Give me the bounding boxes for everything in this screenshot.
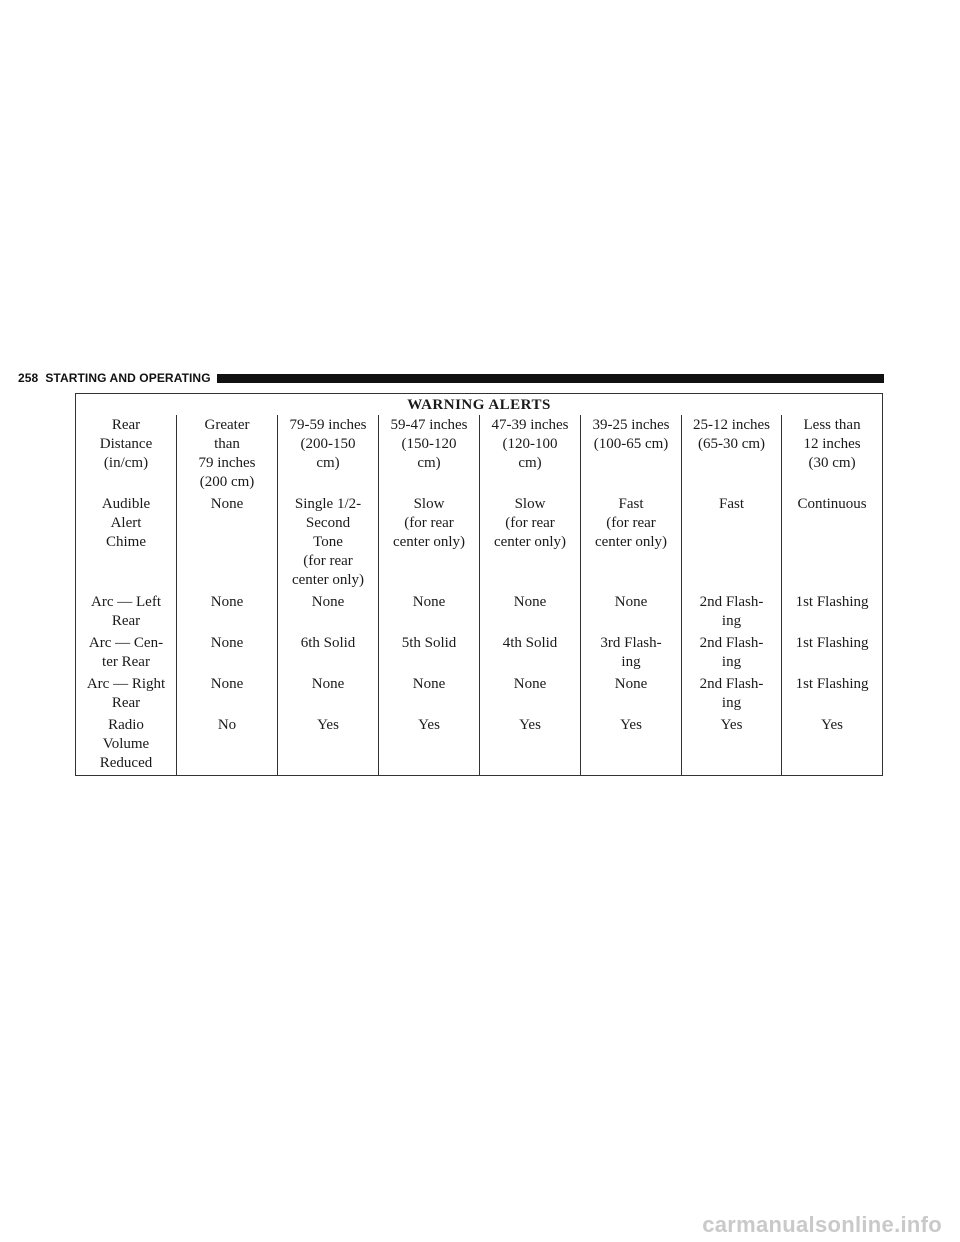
table-cell: Single 1/2- Second Tone (for rear center only) <box>278 494 379 592</box>
table-cell: Yes <box>379 715 480 776</box>
table-cell: 2nd Flash- ing <box>682 633 782 674</box>
table-cell: None <box>480 674 581 715</box>
table-row <box>76 494 883 592</box>
table-cell: 1st Flashing <box>782 633 883 674</box>
row-label: Radio Volume Reduced <box>76 715 177 776</box>
column-header: Less than 12 inches (30 cm) <box>782 415 883 494</box>
table-cell: 5th Solid <box>379 633 480 674</box>
table-cell: 2nd Flash- ing <box>682 592 782 633</box>
table-cell: Yes <box>278 715 379 776</box>
column-header: 39-25 inches (100-65 cm) <box>581 415 682 494</box>
warning-alerts-table <box>75 393 883 776</box>
table-cell: Yes <box>682 715 782 776</box>
row-label: Arc — Left Rear <box>76 592 177 633</box>
table-cell: None <box>581 592 682 633</box>
table-cell: Fast (for rear center only) <box>581 494 682 592</box>
section-title: STARTING AND OPERATING <box>45 371 211 385</box>
column-header: Rear Distance (in/cm) <box>76 415 177 494</box>
page-header <box>18 371 884 385</box>
table-cell: None <box>379 674 480 715</box>
table-cell: Continuous <box>782 494 883 592</box>
header-rule <box>217 374 884 383</box>
table-cell: Yes <box>480 715 581 776</box>
table-title: WARNING ALERTS <box>76 394 883 416</box>
table-cell: 1st Flashing <box>782 674 883 715</box>
column-header: 25-12 inches (65-30 cm) <box>682 415 782 494</box>
table-cell: None <box>177 494 278 592</box>
table-cell: Slow (for rear center only) <box>480 494 581 592</box>
table-cell: 1st Flashing <box>782 592 883 633</box>
table-cell: Yes <box>581 715 682 776</box>
table-cell: No <box>177 715 278 776</box>
column-header: Greater than 79 inches (200 cm) <box>177 415 278 494</box>
page-number: 258 <box>18 371 39 385</box>
table-row <box>76 674 883 715</box>
row-label: Arc — Cen- ter Rear <box>76 633 177 674</box>
row-label: Audible Alert Chime <box>76 494 177 592</box>
table-cell: 4th Solid <box>480 633 581 674</box>
table-cell: None <box>379 592 480 633</box>
column-header: 79-59 inches (200-150 cm) <box>278 415 379 494</box>
table-cell: Slow (for rear center only) <box>379 494 480 592</box>
column-header: 47-39 inches (120-100 cm) <box>480 415 581 494</box>
table-cell: None <box>177 633 278 674</box>
column-header: 59-47 inches (150-120 cm) <box>379 415 480 494</box>
table-cell: None <box>278 674 379 715</box>
table-row <box>76 633 883 674</box>
table-row <box>76 715 883 776</box>
column-header-row <box>76 415 883 494</box>
table-cell: Yes <box>782 715 883 776</box>
table-cell: 2nd Flash- ing <box>682 674 782 715</box>
table-row <box>76 592 883 633</box>
table-cell: None <box>177 592 278 633</box>
table-cell: None <box>177 674 278 715</box>
table-cell: Fast <box>682 494 782 592</box>
table-cell: 6th Solid <box>278 633 379 674</box>
row-label: Arc — Right Rear <box>76 674 177 715</box>
watermark: carmanualsonline.info <box>702 1212 942 1237</box>
table-cell: None <box>581 674 682 715</box>
table-cell: None <box>278 592 379 633</box>
table-cell: 3rd Flash- ing <box>581 633 682 674</box>
table-cell: None <box>480 592 581 633</box>
